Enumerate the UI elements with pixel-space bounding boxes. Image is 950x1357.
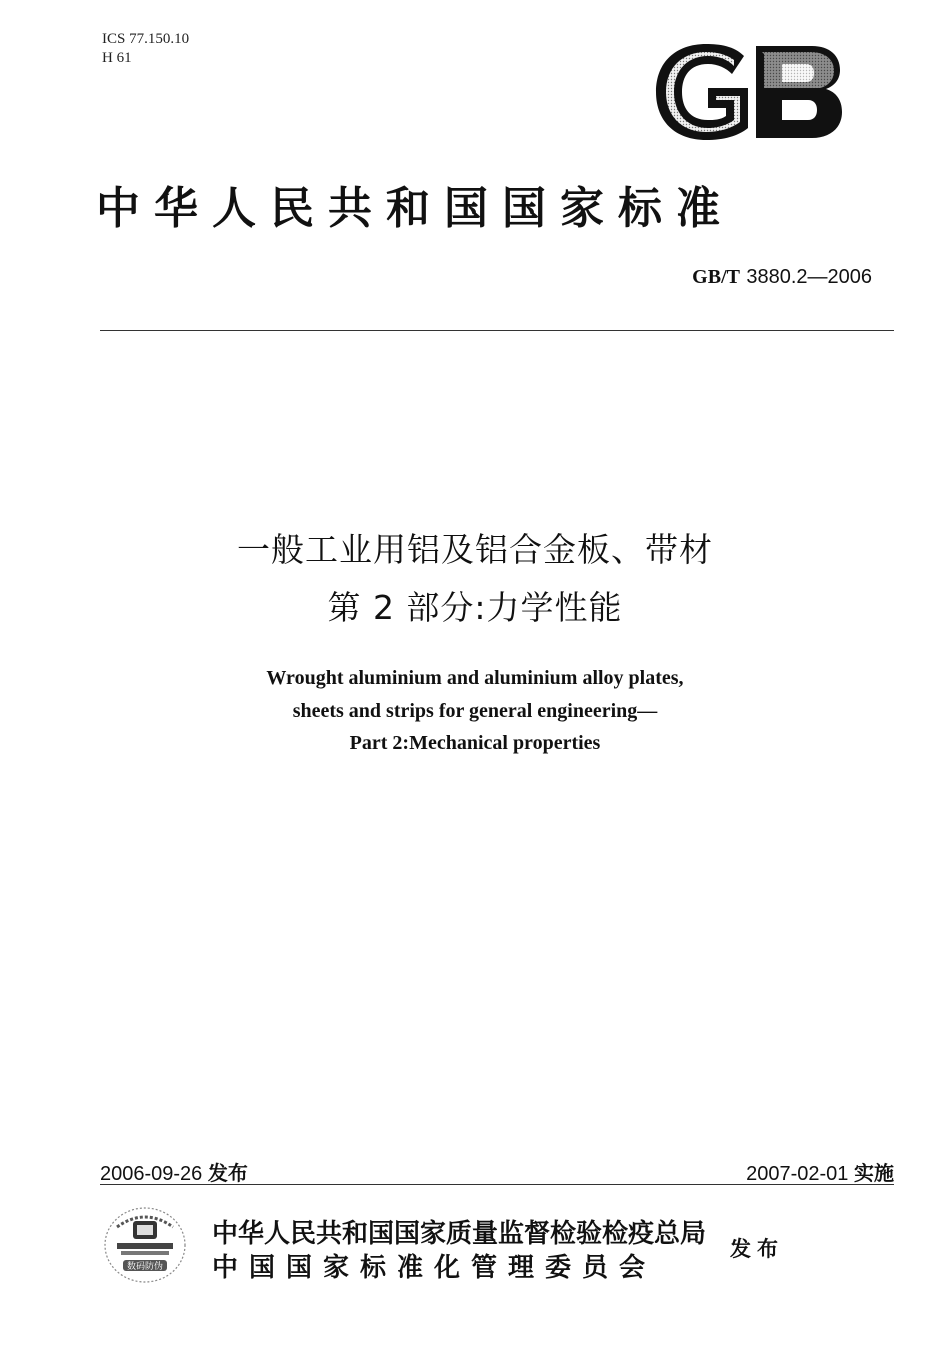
header-divider <box>100 330 894 331</box>
standard-number-value: 3880.2—2006 <box>746 266 872 288</box>
issuer-line2: 中国国家标准化管理委员会 <box>212 1253 657 1283</box>
standard-number <box>600 264 872 289</box>
implementation-date-value: 2007-02-01 <box>746 1163 849 1185</box>
gb-logo <box>652 42 844 142</box>
document-title-cn-line1: 一般工业用铝及铝合金板、带材 <box>237 530 713 569</box>
ccs-code: H 61 <box>102 50 132 66</box>
document-title-en-line2: sheets and strips for general engineering— <box>292 700 658 722</box>
issue-date-label: 发布 <box>207 1161 248 1185</box>
issuer-line1: 中华人民共和国国家质量监督检验检疫总局 <box>212 1219 707 1249</box>
seal-text: 数码防伪 <box>126 1262 164 1272</box>
standard-number-prefix: GB/T <box>692 266 740 288</box>
document-title-en-line1: Wrought aluminium and aluminium alloy plates, <box>266 667 684 689</box>
seal-graphic <box>103 1205 187 1285</box>
document-title-en-line3: Part 2:Mechanical properties <box>349 732 601 754</box>
ics-code: ICS 77.150.10 <box>102 31 190 47</box>
issue-date-value: 2006-09-26 <box>100 1163 203 1185</box>
issue-date <box>100 1157 248 1186</box>
publish-label: 发布 <box>730 1237 784 1261</box>
anti-counterfeit-seal-icon <box>103 1205 187 1285</box>
gb-logo-icon <box>652 42 844 142</box>
document-title-cn-line2: 第 2 部分:力学性能 <box>327 588 623 627</box>
implementation-date-label: 实施 <box>854 1161 894 1185</box>
implementation-date <box>746 1157 894 1186</box>
footer-divider <box>100 1184 894 1185</box>
classification-codes <box>102 30 189 68</box>
standard-category-title: 中华人民共和国国家标准 <box>96 183 734 234</box>
